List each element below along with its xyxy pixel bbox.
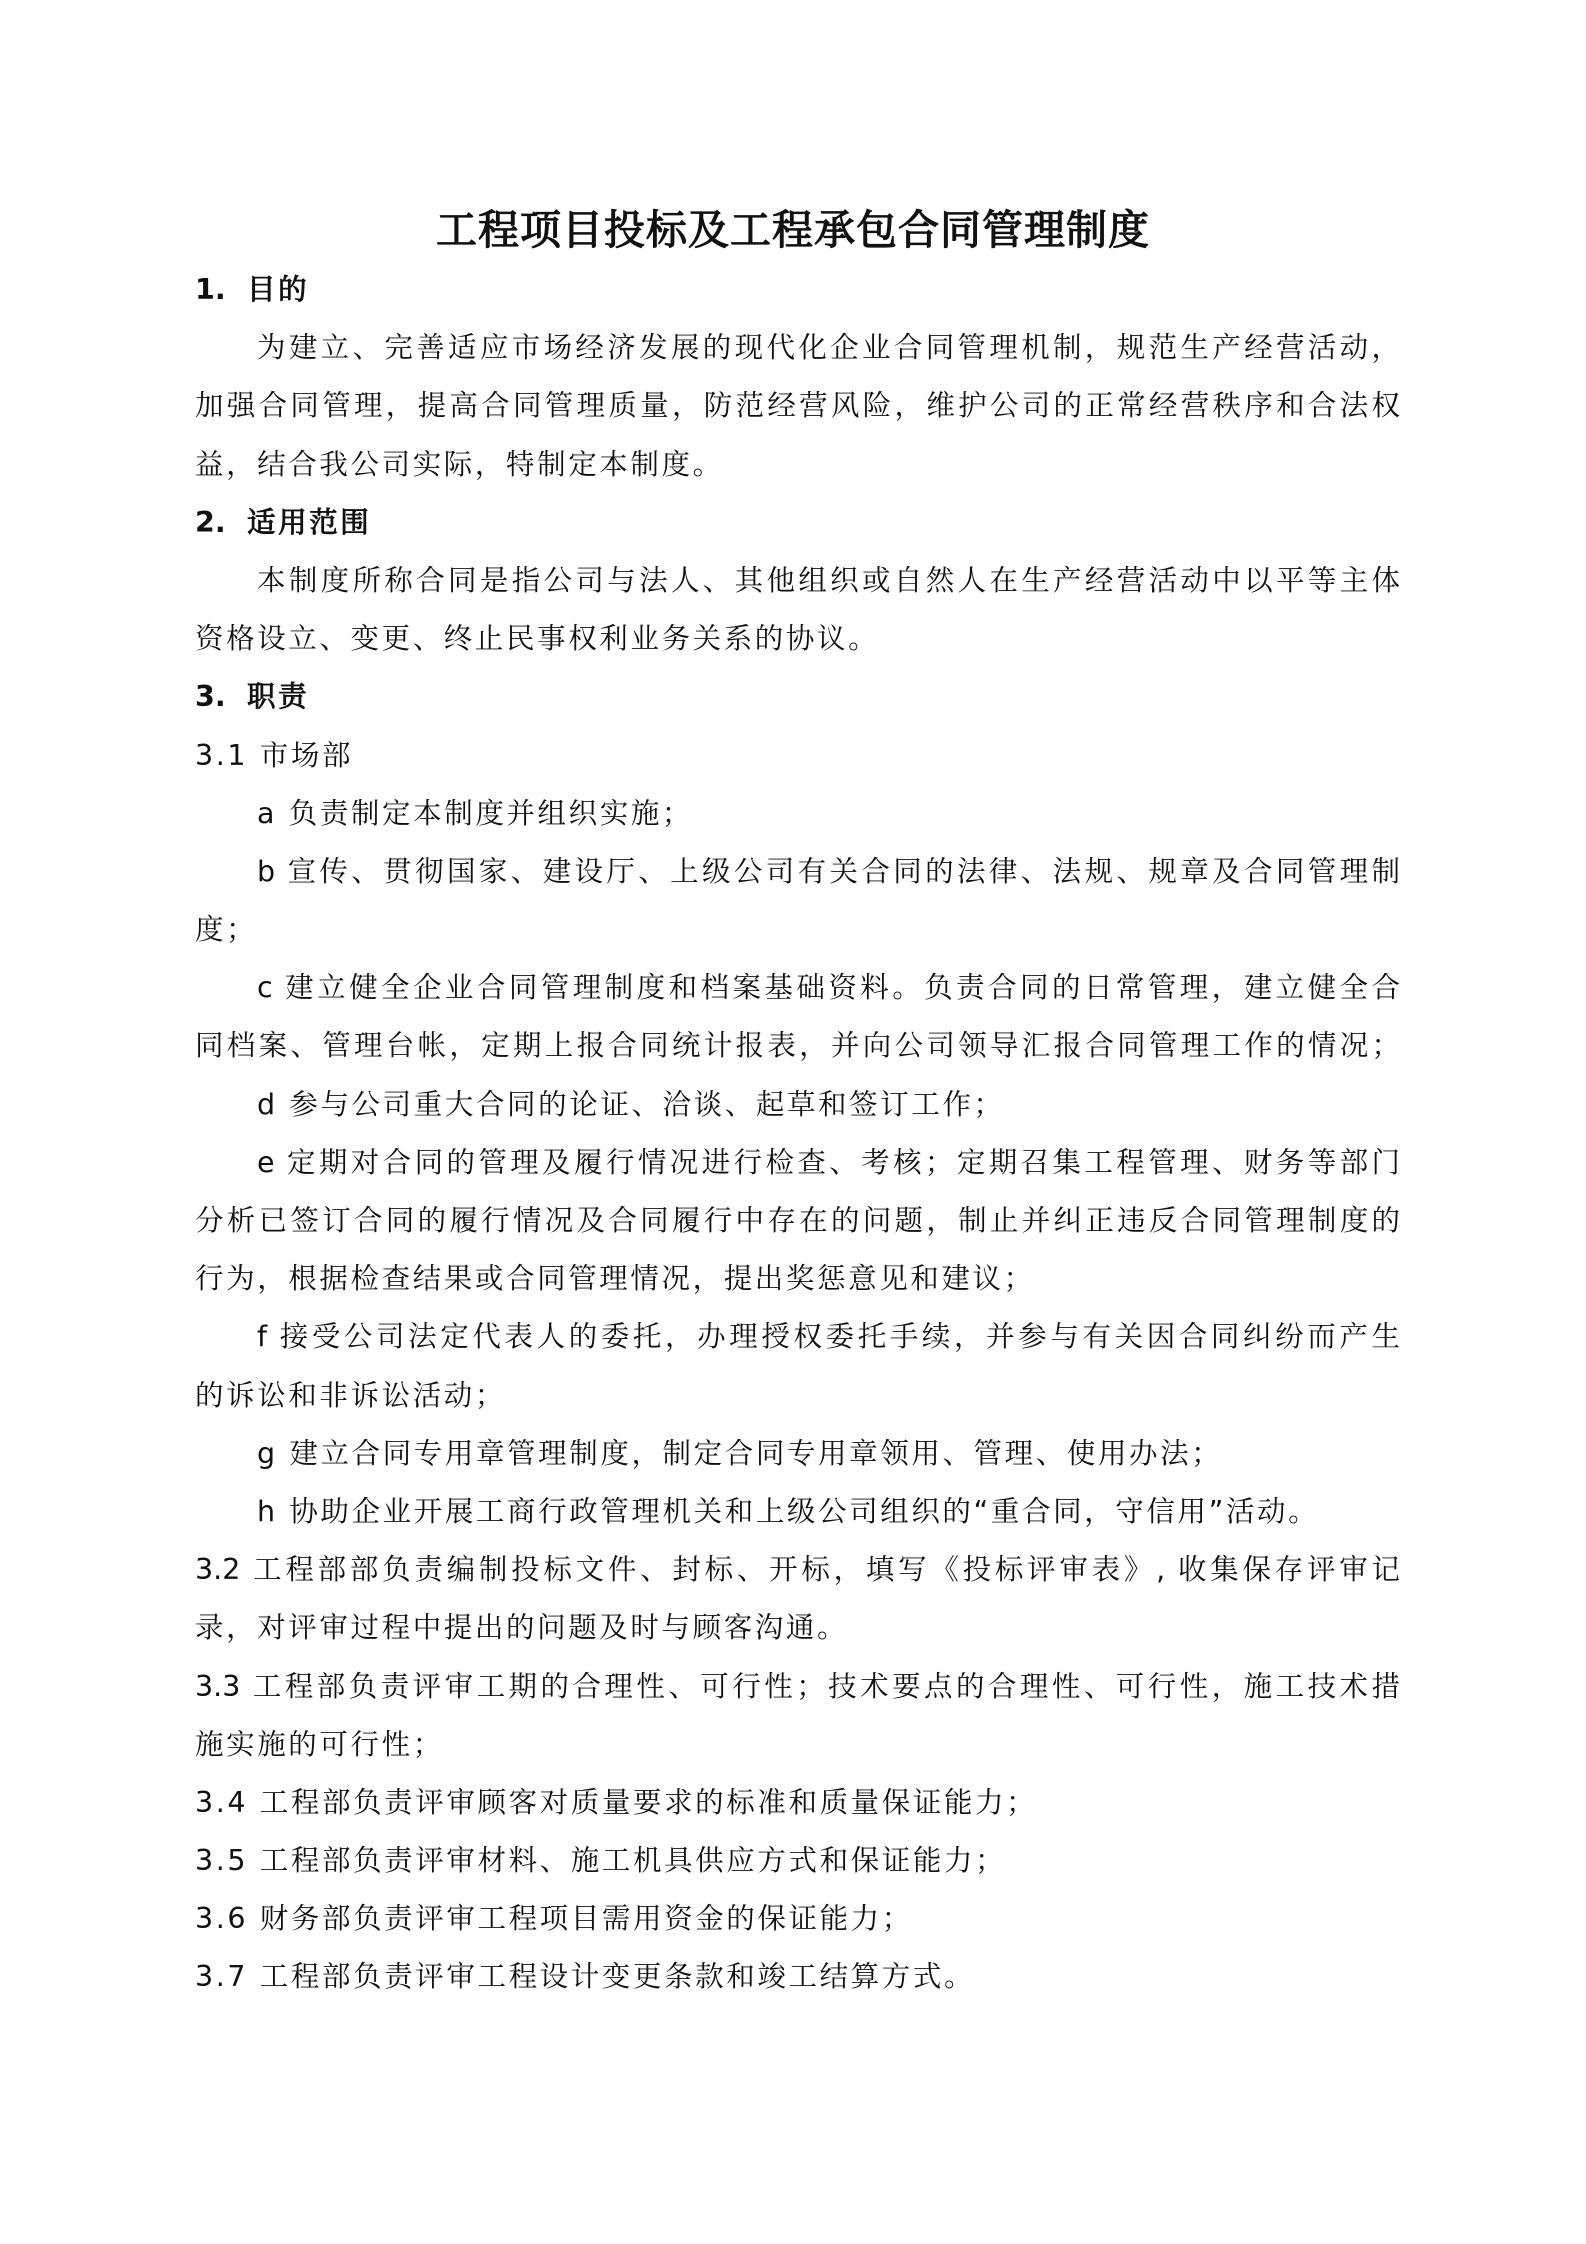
item-a: a 负责制定本制度并组织实施； xyxy=(257,796,694,830)
item-d: d 参与公司重大合同的论证、洽谈、起草和签订工作； xyxy=(257,1087,1005,1121)
paragraph-line: 本制度所称合同是指公司与法人、其他组织或自然人在生产经营活动中以平等主体 xyxy=(257,563,1400,597)
section-number: 2. xyxy=(195,505,226,539)
subsection-3-6: 3.6 财务部负责评审工程项目需用资金的保证能力； xyxy=(195,1902,913,1936)
subsection-3-2-cont: 录，对评审过程中提出的问题及时与顾客沟通。 xyxy=(195,1611,849,1645)
item-b-cont: 度； xyxy=(195,913,258,947)
section-title: 目的 xyxy=(247,273,310,306)
item-f: f 接受公司法定代表人的委托，办理授权委托手续，并参与有关因合同纠纷而产生 xyxy=(257,1320,1400,1354)
subsection-3-3: 3.3 工程部负责评审工期的合理性、可行性；技术要点的合理性、可行性，施工技术措 xyxy=(195,1669,1400,1703)
paragraph-line: 益，结合我公司实际，特制定本制度。 xyxy=(195,447,724,481)
item-g: g 建立合同专用章管理制度，制定合同专用章领用、管理、使用办法； xyxy=(257,1436,1223,1470)
paragraph-line: 为建立、完善适应市场经济发展的现代化企业合同管理机制，规范生产经营活动， xyxy=(257,331,1400,365)
item-h: h 协助企业开展工商行政管理机关和上级公司组织的“重合同，守信用”活动。 xyxy=(257,1494,1320,1528)
item-e-cont: 分析已签订合同的履行情况及合同履行中存在的问题，制止并纠正违反合同管理制度的 xyxy=(195,1204,1400,1237)
item-c-cont: 同档案、管理台帐，定期上报合同统计报表，并向公司领导汇报合同管理工作的情况； xyxy=(195,1029,1400,1063)
item-f-cont: 的诉讼和非诉讼活动； xyxy=(195,1378,507,1412)
section-heading-1 xyxy=(195,261,1400,319)
subsection-3-1: 3.1 市场部 xyxy=(195,738,354,772)
subsection-3-5: 3.5 工程部负责评审材料、施工机具供应方式和保证能力； xyxy=(195,1844,1007,1878)
paragraph-line: 加强合同管理，提高合同管理质量，防范经营风险，维护公司的正常经营秩序和合法权 xyxy=(195,389,1400,423)
item-c: c 建立健全企业合同管理制度和档案基础资料。负责合同的日常管理，建立健全合 xyxy=(257,971,1400,1005)
document-title: 工程项目投标及工程承包合同管理制度 xyxy=(436,206,1150,254)
section-title: 职责 xyxy=(247,680,310,714)
item-b: b 宣传、贯彻国家、建设厅、上级公司有关合同的法律、法规、规章及合同管理制 xyxy=(257,854,1400,888)
paragraph-line: 资格设立、变更、终止民事权利业务关系的协议。 xyxy=(195,622,880,656)
section-heading-2 xyxy=(195,494,1400,552)
subsection-3-3-cont: 施实施的可行性； xyxy=(195,1727,444,1761)
section-number: 3. xyxy=(195,680,226,714)
section-heading-3 xyxy=(195,668,1400,726)
item-e-cont: 行为，根据检查结果或合同管理情况，提出奖惩意见和建议； xyxy=(195,1262,1035,1296)
document-body xyxy=(195,261,1400,2007)
subsection-3-2: 3.2 工程部部负责编制投标文件、封标、开标，填写《投标评审表》, 收集保存评审记 xyxy=(195,1553,1400,1587)
subsection-3-7: 3.7 工程部负责评审工程设计变更条款和竣工结算方式。 xyxy=(195,1960,976,1994)
item-e: e 定期对合同的管理及履行情况进行检查、考核；定期召集工程管理、财务等部门 xyxy=(257,1145,1400,1179)
section-title: 适用范围 xyxy=(247,505,372,539)
subsection-3-4: 3.4 工程部负责评审顾客对质量要求的标准和质量保证能力； xyxy=(195,1785,1038,1819)
section-number: 1. xyxy=(195,273,226,306)
